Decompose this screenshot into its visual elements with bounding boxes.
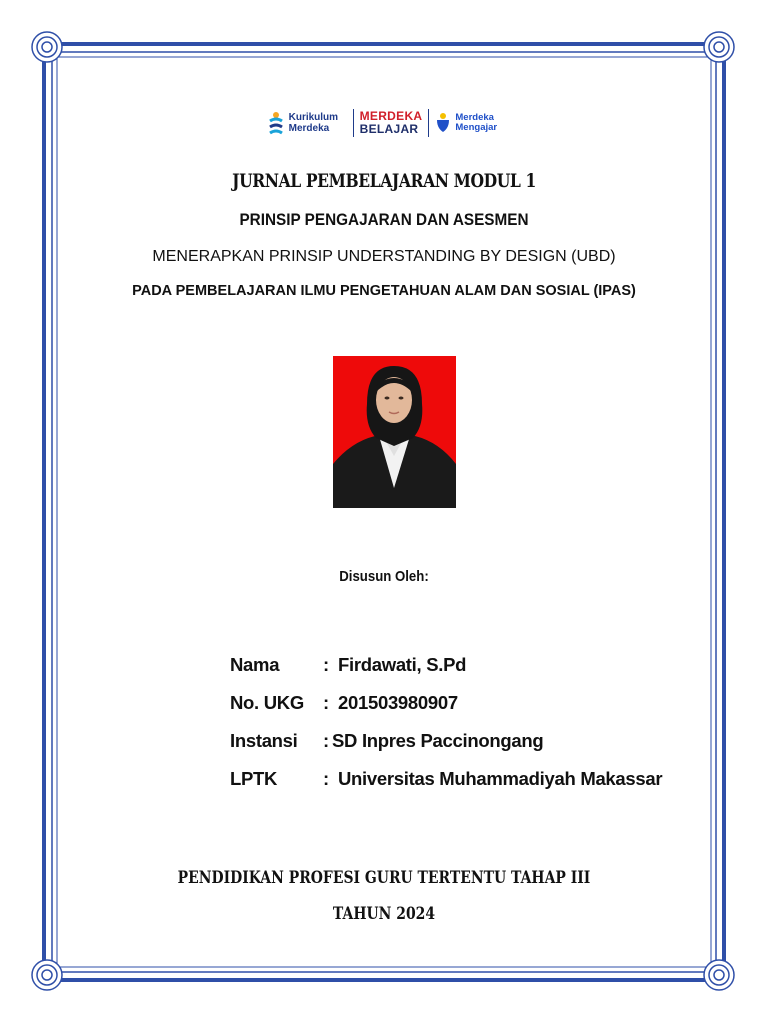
document-subtitle-2: MENERAPKAN PRINSIP UNDERSTANDING BY DESIGN (UBD) [152,248,616,265]
logo-divider [428,109,429,137]
author-photo [333,356,456,508]
corner-ornament-tr [704,32,734,62]
merdeka-belajar-line1: MERDEKA [359,109,423,123]
merdeka-mengajar-logo [435,112,501,134]
footer-year: TAHUN 2024 [332,904,436,924]
author-row-ukg [230,684,710,722]
document-subtitle-3: PADA PEMBELAJARAN ILMU PENGETAHUAN ALAM DAN SOSIAL (IPAS) [132,283,636,299]
author-row-instansi [230,722,710,760]
kurikulum-merdeka-logo [267,111,347,135]
colon: : [323,768,329,789]
logo-bar [240,92,528,154]
document-title: JURNAL PEMBELAJARAN MODUL 1 [232,170,536,192]
instansi-value: SD Inpres Paccinongang [332,730,544,751]
author-heading: Disusun Oleh: [339,568,429,585]
merdeka-mengajar-icon [435,112,451,134]
author-info [230,646,710,798]
colon: : [323,692,329,713]
merdeka-mengajar-text: Merdeka Mengajar [455,112,498,133]
merdeka-belajar-line2: BELAJAR [359,122,419,136]
colon: : [323,730,329,751]
corner-ornament-br [704,960,734,990]
corner-ornament-bl [32,960,62,990]
lptk-value: Universitas Muhammadiyah Makassar [338,768,663,789]
author-row-name [230,646,710,684]
merdeka-belajar-logo [360,110,423,136]
name-value: Firdawati, S.Pd [338,654,467,675]
kurikulum-merdeka-icon [267,111,285,135]
footer-program: PENDIDIKAN PROFESI GURU TERTENTU TAHAP III [177,868,591,888]
ukg-value: 201503980907 [338,692,458,713]
kurikulum-merdeka-text: Kurikulum Merdeka [288,112,339,134]
corner-ornament-tl [32,32,62,62]
ukg-label: No. UKG [230,692,304,713]
author-row-lptk [230,760,710,798]
document-subtitle-1: PRINSIP PENGAJARAN DAN ASESMEN [239,210,529,229]
logo-divider [353,109,354,137]
lptk-label: LPTK [230,768,278,789]
name-label: Nama [230,654,280,675]
instansi-label: Instansi [230,730,298,751]
colon: : [323,654,329,675]
